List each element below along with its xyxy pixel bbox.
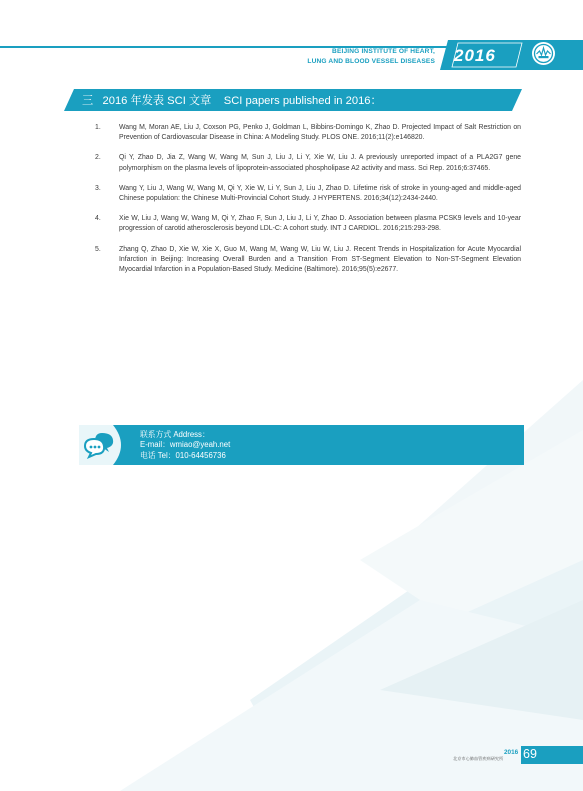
- reference-text: Xie W, Liu J, Wang W, Wang M, Qi Y, Zhao F, Sun J, Liu J, Li Y, Zhao D. Association between plasma PCSK9 levels and 10-year progression of carotid atherosclerosis beyond LDL-C: A cohort study. INT J CARDIOL. 2016;215:293-298.: [119, 215, 521, 233]
- header-year: 2016: [454, 46, 496, 65]
- institute-name-line2: LUNG AND BLOOD VESSEL DISEASES: [307, 57, 435, 65]
- reference-text: Wang M, Moran AE, Liu J, Coxson PG, Penko J, Goldman L, Bibbins-Domingo K, Zhao D. Projected Impact of Salt Restriction on Prevention of Cardiovascular Disease in China: A Modeling Study. PLOS ONE. 2016;11(2):e146820.: [119, 124, 521, 142]
- reference-item: [95, 214, 521, 234]
- reference-item: [95, 184, 521, 204]
- institute-name: [307, 47, 435, 66]
- reference-number: 1.: [95, 124, 101, 131]
- section-title: 三 2016 年发表 SCI 文章 SCI papers published in 2016：: [82, 95, 382, 107]
- page-number: 69: [523, 747, 537, 761]
- footer-institute: 北京市心肺血管疾病研究所: [453, 756, 504, 761]
- reference-item: [95, 153, 521, 173]
- reference-item: [95, 245, 521, 276]
- reference-number: 2.: [95, 154, 101, 162]
- contact-phone: 电话 Tel：010-64456736: [140, 450, 226, 460]
- reference-text: Zhang Q, Zhao D, Xie W, Xie X, Guo M, Wang M, Wang W, Liu W, Liu J. Recent Trends in Hospitalization for Acute Myocardial Infarction in Beijing: Increasing Overall Burden and a Transition From ST-Segment Elevation to Non-ST-Segment Elevation Myocardial Infarction in a Population-Based Study. Medicine (Baltimore). 2016;95(5):e2677.: [119, 245, 521, 274]
- institute-logo-icon: [531, 41, 556, 66]
- reference-text: Wang Y, Liu J, Wang W, Wang M, Qi Y, Xie W, Li Y, Sun J, Liu J, Zhao D. Lifetime risk of stroke in young-aged and middle-aged Chinese population: the Chinese Multi-Provincial Cohort Study. J HYPERTENS. 2016;34(12):2434-2440.: [119, 184, 521, 203]
- reference-list: [95, 123, 521, 285]
- reference-number: 3.: [95, 184, 101, 192]
- institute-name-line1: BEIJING INSTITUTE OF HEART,: [332, 48, 435, 55]
- footer-year: 2016: [504, 749, 519, 756]
- contact-info: [140, 430, 230, 461]
- contact-title: 联系方式 Address：: [140, 430, 210, 439]
- chat-bubbles-icon: [79, 425, 129, 465]
- reference-text: Qi Y, Zhao D, Jia Z, Wang W, Wang M, Sun J, Liu J, Li Y, Xie W, Liu J. A previously unreported impact of a PLA2G7 gene polymorphism on the plasma levels of lipoprotein-associated phospholipase A2 activity and mass. Sci Rep. 2016;6:37465.: [119, 154, 521, 172]
- reference-item: [95, 123, 521, 143]
- reference-number: 4.: [95, 215, 101, 223]
- contact-email[interactable]: E-mail：wmiao@yeah.net: [140, 440, 231, 450]
- reference-number: 5.: [95, 245, 101, 253]
